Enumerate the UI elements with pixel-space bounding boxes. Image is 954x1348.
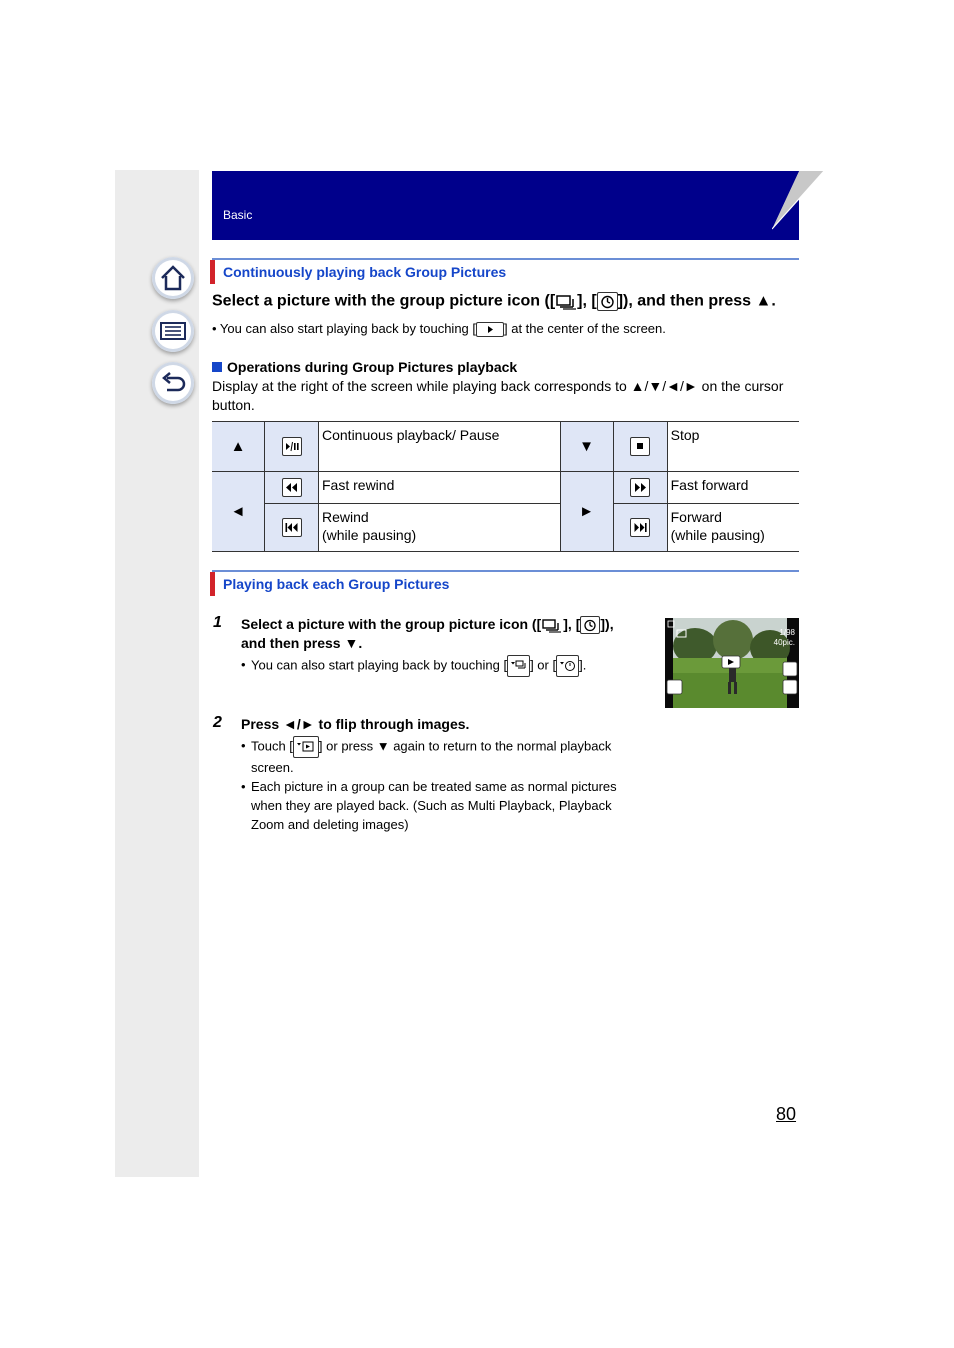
main-instruction	[212, 292, 776, 311]
step-1-bullet-text: ] or [	[530, 657, 557, 673]
continuous-playback-label: Continuous playback/ Pause	[319, 422, 561, 472]
step-2-bullet: • Touch [ ] or press ▼ again to return to the normal playback screen.	[241, 738, 612, 775]
home-icon	[159, 264, 187, 292]
forward-label-line: (while pausing)	[670, 527, 765, 543]
forward-label	[667, 504, 799, 552]
forward-frame-icon	[630, 518, 650, 537]
page-number[interactable]: 80	[776, 1104, 797, 1124]
return-playback-button-icon	[293, 736, 319, 758]
rewind-label-line: Rewind	[322, 509, 369, 525]
photo-pic-count: 40pic.	[773, 638, 795, 647]
interval-playback-button-icon	[556, 655, 579, 677]
tip-text: • You can also start playing back by touching [	[212, 321, 476, 336]
right-arrow-cell: ►	[560, 472, 613, 552]
camera-screen-photo	[665, 618, 799, 708]
header-label: Basic	[223, 208, 253, 222]
photo-counter-value: 1/98	[779, 628, 795, 637]
header-bar	[212, 171, 799, 240]
step-2-bullet-text: Each picture in a group can be treated same as normal pictures when they are played back. (Such as Multi Playback, Playback Zoom and deleting images)	[251, 779, 617, 832]
tip-bullet	[212, 321, 666, 337]
group-picture-icon	[541, 617, 563, 633]
fast-forward-icon	[630, 478, 650, 497]
table-row	[212, 422, 799, 472]
play-pause-icon	[282, 437, 302, 456]
step-1-text-part: Select a picture with the group picture icon ([	[241, 616, 542, 632]
fast-rewind-icon-cell	[265, 472, 319, 504]
rewind-label	[319, 504, 561, 552]
instruction-text: ]), and then press ▲.	[617, 292, 776, 310]
section-title: Continuously playing back Group Pictures	[210, 260, 506, 284]
group-playback-button-icon	[507, 655, 530, 677]
instruction-text: Select a picture with the group picture icon ([	[212, 292, 556, 310]
section-title: Playing back each Group Pictures	[210, 572, 449, 596]
back-button[interactable]	[152, 362, 194, 404]
down-arrow-cell: ▼	[560, 422, 613, 472]
forward-label-line: Forward	[670, 509, 722, 525]
rewind-frame-icon	[282, 518, 302, 537]
rewind-label-line: (while pausing)	[322, 527, 417, 543]
fast-rewind-icon	[282, 478, 302, 497]
back-arrow-icon	[159, 369, 187, 397]
step-1-text-part: ]),	[600, 616, 614, 632]
table-row	[212, 504, 799, 552]
step-2-bullet-text: ] or press ▼ again to return to the normal playback screen.	[251, 738, 612, 775]
operations-heading	[212, 359, 517, 375]
step-1-bullet-text: ].	[579, 657, 587, 673]
operations-heading-text: Operations during Group Pictures playback	[227, 359, 518, 375]
stop-icon	[630, 437, 650, 456]
left-arrow-cell: ◄	[212, 472, 265, 552]
fast-forward-icon-cell	[613, 472, 667, 504]
instruction-text: ], [	[577, 292, 597, 310]
play-button-icon	[476, 322, 504, 337]
step-2-text: Press ◄/► to flip through images.	[241, 716, 470, 732]
step-number: 1	[213, 614, 222, 631]
operations-table	[212, 421, 799, 552]
step-1-text-part: ], [	[563, 616, 581, 632]
tip-text: ] at the center of the screen.	[504, 321, 666, 336]
photo-counter	[774, 628, 795, 648]
header-page-curl-icon	[772, 171, 824, 240]
stop-label: Stop	[667, 422, 799, 472]
step-1-bullet-text: You can also start playing back by touching [	[251, 657, 508, 673]
step-2-bullet-text: Touch [	[251, 738, 293, 754]
interval-group-icon	[597, 292, 618, 311]
fast-rewind-label: Fast rewind	[319, 472, 561, 504]
menu-list-icon	[159, 317, 187, 345]
step-1-text-part: and then press ▼.	[241, 635, 363, 652]
rewind-icon-cell	[265, 504, 319, 552]
square-bullet-icon	[212, 362, 222, 372]
table-row	[212, 472, 799, 504]
operations-description: Display at the right of the screen while playing back corresponds to ▲/▼/◄/► on the cursor button.	[212, 378, 784, 413]
home-button[interactable]	[152, 257, 194, 299]
up-arrow-cell: ▲	[212, 422, 265, 472]
step-1-bullet: • You can also start playing back by touching [ ] or [ ].	[241, 655, 641, 677]
stop-icon-cell	[613, 422, 667, 472]
forward-icon-cell	[613, 504, 667, 552]
group-picture-icon	[555, 293, 577, 310]
fast-forward-label: Fast forward	[667, 472, 799, 504]
interval-group-icon	[580, 616, 600, 634]
step-1-text	[241, 615, 641, 652]
step-number: 2	[213, 714, 222, 731]
step-2-bullet: • Each picture in a group can be treated same as normal pictures when they are played back. (Such as Multi Playback, Playback Zoom and deleting images)	[241, 777, 641, 834]
menu-button[interactable]	[152, 310, 194, 352]
play-pause-icon-cell	[265, 422, 319, 472]
